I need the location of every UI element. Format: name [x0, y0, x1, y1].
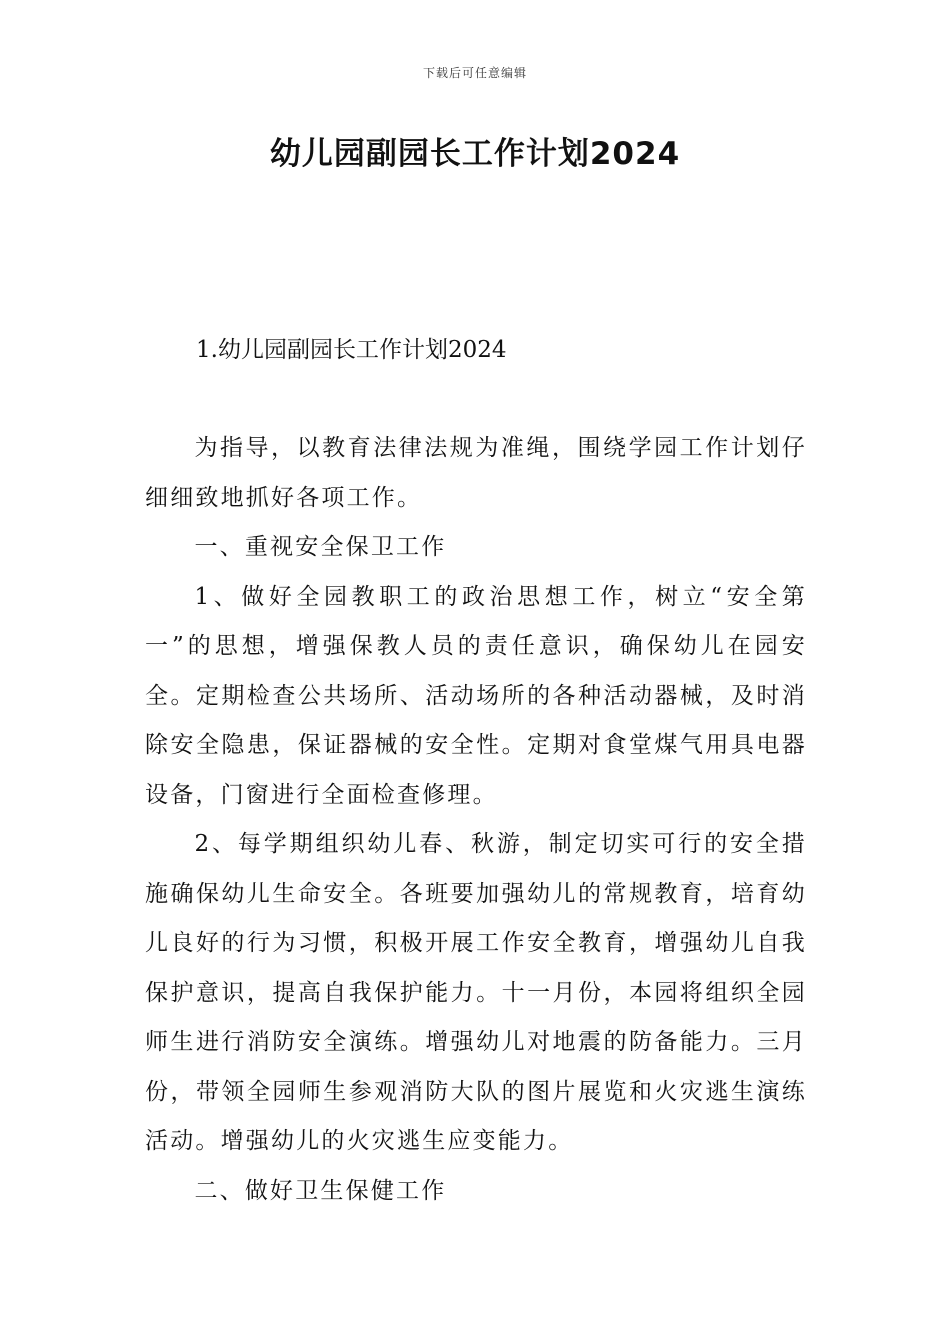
intro-paragraph: 为指导，以教育法律法规为准绳，围绕学园工作计划仔细细致地抓好各项工作。 [145, 435, 807, 511]
document-title: 幼儿园副园长工作计划2024 [269, 136, 681, 172]
subheading-safety: 一、重视安全保卫工作 [194, 534, 447, 560]
document-body [145, 424, 807, 1216]
subheading-health: 二、做好卫生保健工作 [194, 1177, 447, 1204]
paragraph-item-1: 1、做好全园教职工的政治思想工作，树立“安全第一”的思想，增强保教人员的责任意识，确保幼儿在园安全。定期检查公共场所、活动场所的各种活动器械，及时消除安全隐患，保证器械的安全性。定期对食堂煤气用具电器设备，门窗进行全面检查修理。 [145, 583, 807, 808]
paragraph-item-2: 2、每学期组织幼儿春、秋游，制定切实可行的安全措施确保幼儿生命安全。各班要加强幼儿的常规教育，培育幼儿良好的行为习惯，积极开展工作安全教育，增强幼儿自我保护意识，提高自我保护能力。十一月份，本园将组织全园师生进行消防安全演练。增强幼儿对地震的防备能力。三月份，带领全园师生参观消防大队的图片展览和火灾逃生演练活动。增强幼儿的火灾逃生应变能力。 [145, 831, 807, 1154]
section-heading: 1.幼儿园副园长工作计划2024 [196, 337, 507, 363]
header-note: 下载后可任意编辑 [422, 66, 527, 80]
